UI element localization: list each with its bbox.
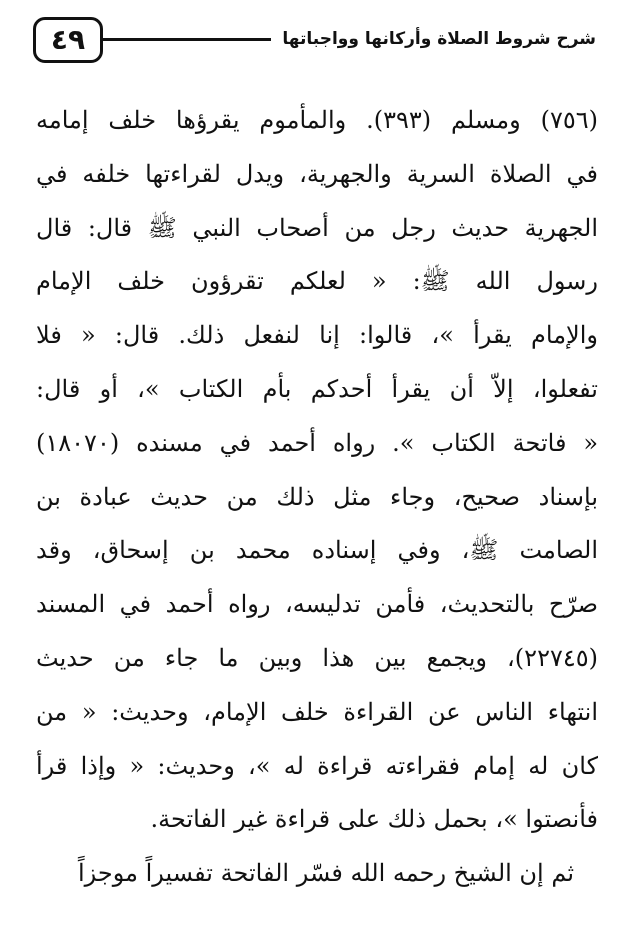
header-rule: [103, 38, 271, 41]
text-line: تفعلوا، إلاّ أن يقرأ أحدكم بأم الكتاب »، أو قال:: [36, 374, 598, 403]
text-line: الصامت ﷺ، وفي إسناده محمد بن إسحاق، وقد: [36, 536, 598, 565]
body-text: [36, 94, 598, 901]
text-line: في الصلاة السرية والجهرية، ويدل لقراءتها خلفه في: [36, 159, 598, 188]
text-line: والإمام يقرأ »، قالوا: إنا لنفعل ذلك. قال: « فلا: [36, 321, 598, 350]
text-line: رسول الله ﷺ: « لعلكم تقرؤون خلف الإمام: [36, 267, 598, 296]
text-line: الجهرية حديث رجل من أصحاب النبي ﷺ قال: قال: [36, 213, 598, 242]
running-title: شرح شروط الصلاة وأركانها وواجباتها: [282, 29, 596, 49]
text-line: انتهاء الناس عن القراءة خلف الإمام، وحديث: « من: [36, 697, 598, 726]
text-line: (٢٢٧٤٥)، ويجمع بين هذا وبين ما جاء من حديث: [36, 643, 598, 672]
text-line: « فاتحة الكتاب ». رواه أحمد في مسنده (١٨٠٧٠): [36, 428, 598, 457]
page-header: [0, 0, 627, 80]
page-number: ٤٩: [33, 17, 103, 63]
text-line: صرّح بالتحديث، فأمن تدليسه، رواه أحمد في المسند: [36, 590, 598, 619]
text-line: (٧٥٦) ومسلم (٣٩٣). والمأموم يقرؤها خلف إمامه: [36, 106, 598, 134]
text-line: بإسناد صحيح، وجاء مثل ذلك من حديث عبادة بن: [36, 482, 598, 511]
text-line: ثم إن الشيخ رحمه الله فسّر الفاتحة تفسيراً موجزاً: [77, 859, 574, 888]
text-line: فأنصتوا »، بحمل ذلك على قراءة غير الفاتحة.: [150, 805, 598, 834]
text-line: كان له إمام فقراءته قراءة له »، وحديث: « وإذا قرأ: [36, 751, 598, 780]
